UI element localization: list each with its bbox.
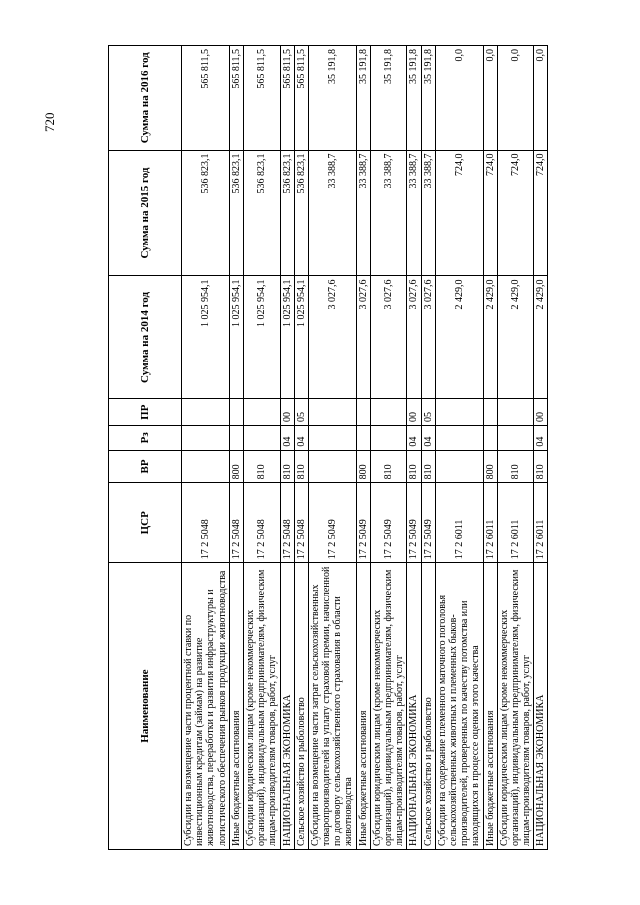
cell-rz	[483, 426, 497, 451]
cell-pr: 00	[534, 399, 548, 426]
cell-y2015: 33 388,7	[370, 150, 407, 276]
cell-name: Субсидии юридическим лицам (кроме некоммерческих организаций), индивидуальным предпринимателям, физическим лицам-производителям товаров, работ, услуг	[243, 563, 280, 850]
cell-y2015: 33 388,7	[356, 150, 370, 276]
cell-vr: 800	[229, 450, 243, 483]
cell-name: Субсидии юридическим лицам (кроме некоммерческих организаций), индивидуальным предпринимателям, физическим лицам-производителям товаров, работ, услуг	[370, 563, 407, 850]
cell-name: Сельское хозяйство и рыболовство	[294, 563, 308, 850]
cell-vr: 810	[243, 450, 280, 483]
cell-y2014: 3 027,6	[421, 276, 435, 399]
cell-y2016: 0,0	[483, 46, 497, 151]
cell-vr: 800	[483, 450, 497, 483]
cell-y2015: 33 388,7	[308, 150, 356, 276]
cell-y2016: 565 811,5	[182, 46, 230, 151]
page-number: 720	[42, 112, 57, 132]
cell-rz	[435, 426, 483, 451]
cell-csr: 17 2 6011	[534, 483, 548, 563]
cell-rz	[243, 426, 280, 451]
table-row	[229, 46, 243, 850]
cell-y2014: 2 429,0	[435, 276, 483, 399]
header-2015: Сумма на 2015 год	[109, 150, 182, 276]
cell-name: Субсидии на возмещение части затрат сельскохозяйственных товаропроизводителей на уплату страховой премии, начисленной по договору сельскохозяйственного страхования в области животноводства	[308, 563, 356, 850]
header-pr: ПР	[109, 399, 182, 426]
cell-name: Сельское хозяйство и рыболовство	[421, 563, 435, 850]
cell-pr: 05	[421, 399, 435, 426]
cell-y2015: 536 823,1	[182, 150, 230, 276]
cell-rz	[370, 426, 407, 451]
cell-pr: 00	[407, 399, 421, 426]
cell-rz	[356, 426, 370, 451]
cell-csr: 17 2 5049	[308, 483, 356, 563]
cell-rz	[308, 426, 356, 451]
cell-y2016: 0,0	[497, 46, 534, 151]
cell-csr: 17 2 5048	[229, 483, 243, 563]
budget-table	[108, 45, 548, 850]
cell-csr: 17 2 5048	[182, 483, 230, 563]
cell-rz: 04	[294, 426, 308, 451]
cell-y2015: 724,0	[483, 150, 497, 276]
cell-csr: 17 2 5049	[421, 483, 435, 563]
cell-y2014: 1 025 954,1	[294, 276, 308, 399]
table-body	[182, 46, 548, 850]
cell-y2016: 565 811,5	[294, 46, 308, 151]
cell-rz	[497, 426, 534, 451]
cell-y2016: 35 191,8	[356, 46, 370, 151]
cell-y2014: 2 429,0	[534, 276, 548, 399]
table-row	[370, 46, 407, 850]
cell-y2016: 565 811,5	[243, 46, 280, 151]
header-csr: ЦСР	[109, 483, 182, 563]
cell-pr	[243, 399, 280, 426]
cell-csr: 17 2 6011	[435, 483, 483, 563]
cell-vr	[308, 450, 356, 483]
cell-pr	[370, 399, 407, 426]
cell-y2015: 536 823,1	[243, 150, 280, 276]
cell-y2015: 33 388,7	[421, 150, 435, 276]
cell-csr: 17 2 5049	[356, 483, 370, 563]
cell-y2016: 35 191,8	[308, 46, 356, 151]
cell-y2015: 33 388,7	[407, 150, 421, 276]
cell-pr	[483, 399, 497, 426]
header-2014: Сумма на 2014 год	[109, 276, 182, 399]
cell-rz: 04	[280, 426, 294, 451]
cell-y2014: 3 027,6	[308, 276, 356, 399]
table-row	[534, 46, 548, 850]
table-row	[435, 46, 483, 850]
cell-vr: 810	[280, 450, 294, 483]
cell-y2016: 565 811,5	[229, 46, 243, 151]
cell-y2014: 2 429,0	[483, 276, 497, 399]
cell-y2016: 0,0	[534, 46, 548, 151]
cell-vr: 810	[534, 450, 548, 483]
cell-csr: 17 2 5048	[280, 483, 294, 563]
cell-y2016: 35 191,8	[407, 46, 421, 151]
table-row	[483, 46, 497, 850]
cell-y2015: 724,0	[497, 150, 534, 276]
cell-csr: 17 2 5049	[407, 483, 421, 563]
cell-y2016: 565 811,5	[280, 46, 294, 151]
cell-rz: 04	[534, 426, 548, 451]
table-row	[497, 46, 534, 850]
cell-y2016: 0,0	[435, 46, 483, 151]
cell-name: Субсидии на содержание племенного маточного поголовья сельскохозяйственных животных и племенных быков-производителей, проверенных по качеству потомства или находящихся в процессе оценки этого качества	[435, 563, 483, 850]
cell-y2015: 724,0	[534, 150, 548, 276]
cell-vr	[435, 450, 483, 483]
cell-pr	[356, 399, 370, 426]
cell-pr	[182, 399, 230, 426]
table-row	[421, 46, 435, 850]
cell-vr: 800	[356, 450, 370, 483]
cell-y2015: 724,0	[435, 150, 483, 276]
cell-vr: 810	[407, 450, 421, 483]
cell-name: Иные бюджетные ассигнования	[483, 563, 497, 850]
header-rz: Рз	[109, 426, 182, 451]
cell-csr: 17 2 5048	[243, 483, 280, 563]
cell-csr: 17 2 5048	[294, 483, 308, 563]
header-name: Наименование	[109, 563, 182, 850]
table-row	[356, 46, 370, 850]
cell-y2014: 3 027,6	[356, 276, 370, 399]
cell-rz: 04	[407, 426, 421, 451]
cell-pr	[435, 399, 483, 426]
cell-pr: 05	[294, 399, 308, 426]
cell-pr: 00	[280, 399, 294, 426]
table-row	[243, 46, 280, 850]
cell-vr: 810	[421, 450, 435, 483]
header-vr: ВР	[109, 450, 182, 483]
cell-vr	[182, 450, 230, 483]
cell-name: Иные бюджетные ассигнования	[356, 563, 370, 850]
cell-rz: 04	[421, 426, 435, 451]
cell-name: Субсидии на возмещение части процентной ставки по инвестиционным кредитам (займам) на развитие животноводства, переработки и развития инфраструктуры и логистического обеспечения рынков продукции животноводства	[182, 563, 230, 850]
rotated-table-wrapper	[108, 45, 563, 850]
cell-csr: 17 2 5049	[370, 483, 407, 563]
cell-y2014: 3 027,6	[370, 276, 407, 399]
cell-y2014: 1 025 954,1	[243, 276, 280, 399]
cell-y2014: 3 027,6	[407, 276, 421, 399]
cell-name: Иные бюджетные ассигнования	[229, 563, 243, 850]
cell-y2014: 1 025 954,1	[229, 276, 243, 399]
cell-y2015: 536 823,1	[294, 150, 308, 276]
cell-name: НАЦИОНАЛЬНАЯ ЭКОНОМИКА	[280, 563, 294, 850]
cell-y2016: 35 191,8	[370, 46, 407, 151]
header-2016: Сумма на 2016 год	[109, 46, 182, 151]
cell-pr	[229, 399, 243, 426]
cell-name: НАЦИОНАЛЬНАЯ ЭКОНОМИКА	[534, 563, 548, 850]
cell-vr: 810	[370, 450, 407, 483]
cell-y2014: 2 429,0	[497, 276, 534, 399]
cell-y2015: 536 823,1	[229, 150, 243, 276]
table-header-row	[109, 46, 182, 850]
cell-y2016: 35 191,8	[421, 46, 435, 151]
cell-y2014: 1 025 954,1	[280, 276, 294, 399]
cell-y2014: 1 025 954,1	[182, 276, 230, 399]
cell-y2015: 536 823,1	[280, 150, 294, 276]
cell-name: Субсидии юридическим лицам (кроме некоммерческих организаций), индивидуальным предпринимателям, физическим лицам-производителям товаров, работ, услуг	[497, 563, 534, 850]
cell-csr: 17 2 6011	[483, 483, 497, 563]
cell-pr	[497, 399, 534, 426]
table-row	[308, 46, 356, 850]
cell-vr: 810	[294, 450, 308, 483]
table-row	[407, 46, 421, 850]
cell-pr	[308, 399, 356, 426]
cell-name: НАЦИОНАЛЬНАЯ ЭКОНОМИКА	[407, 563, 421, 850]
table-row	[182, 46, 230, 850]
table-row	[280, 46, 294, 850]
table-row	[294, 46, 308, 850]
cell-csr: 17 2 6011	[497, 483, 534, 563]
cell-vr: 810	[497, 450, 534, 483]
cell-rz	[182, 426, 230, 451]
cell-rz	[229, 426, 243, 451]
